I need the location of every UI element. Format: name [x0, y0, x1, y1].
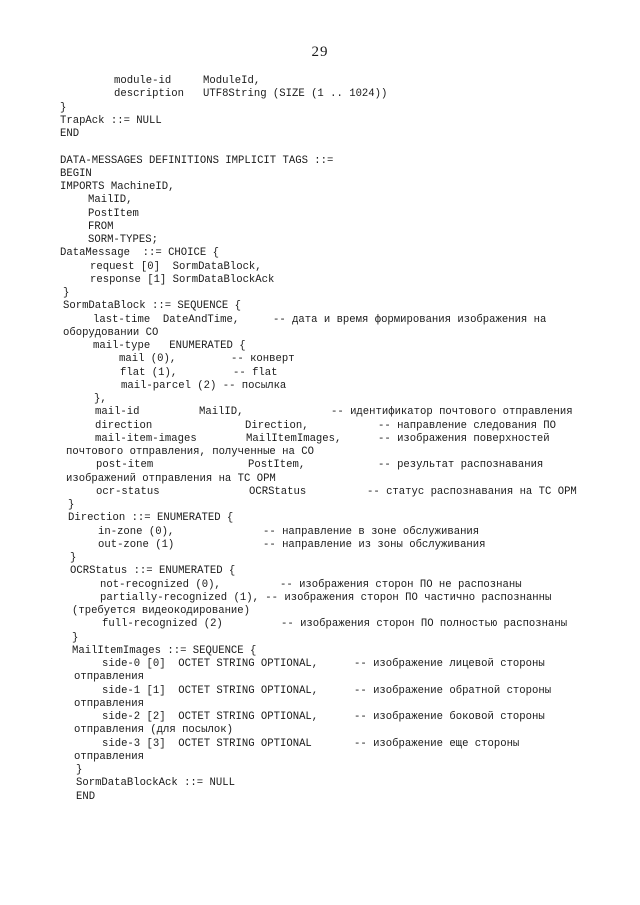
code-text: } [70, 552, 77, 564]
code-line [58, 526, 618, 539]
code-comment: -- результат распознавания [378, 459, 544, 472]
code-line [58, 698, 618, 711]
code-line [58, 592, 618, 605]
code-line [58, 777, 618, 790]
code-text: module-id ModuleId, [114, 75, 261, 87]
code-text: flat (1), [120, 366, 178, 379]
code-line [58, 300, 618, 313]
code-text: OCRStatus ::= ENUMERATED { [70, 565, 236, 578]
code-line [58, 473, 618, 486]
code-text: ocr-status [96, 485, 160, 498]
code-comment: -- дата и время формирования изображения на [273, 313, 547, 326]
code-text: in-zone (0), [98, 525, 175, 538]
code-line [58, 367, 618, 380]
page-number: 29 [311, 44, 329, 60]
code-text: } [63, 287, 70, 299]
code-line [58, 512, 618, 525]
code-text: } [76, 764, 83, 776]
code-line [58, 115, 618, 128]
code-text: } [60, 101, 67, 114]
code-line [58, 791, 618, 804]
code-text: not-recognized (0), [100, 578, 221, 591]
code-text: отправления [74, 697, 144, 710]
code-text: last-time DateAndTime, [93, 313, 240, 326]
code-line [58, 671, 618, 684]
code-comment: -- направление в зоне обслуживания [263, 525, 480, 538]
code-line [58, 459, 618, 472]
code-line [58, 88, 618, 101]
code-text: } [68, 499, 75, 511]
code-text: BEGIN [60, 167, 92, 180]
code-text: post-item [96, 459, 154, 472]
code-line [58, 247, 618, 260]
code-line [58, 102, 618, 115]
code-line [58, 314, 618, 327]
code-line [58, 645, 618, 658]
code-line [58, 711, 618, 724]
code-text: отправления [74, 671, 144, 684]
code-text: DATA-MESSAGES DEFINITIONS IMPLICIT TAGS ::= [60, 154, 334, 167]
code-line [58, 261, 618, 274]
code-comment: PostItem, [248, 459, 306, 472]
code-text: full-recognized (2) [102, 618, 223, 631]
code-text: отправления [74, 750, 144, 763]
code-line [58, 194, 618, 207]
code-text: mail-type ENUMERATED { [93, 340, 246, 352]
code-text: SormDataBlockAck ::= NULL [76, 777, 235, 790]
code-comment: OCRStatus [249, 485, 307, 498]
code-text: MailID, [88, 194, 133, 207]
code-line [58, 632, 618, 645]
code-text: отправления (для посылок) [74, 724, 233, 737]
code-comment: -- изображение обратной стороны [354, 684, 552, 697]
code-text: mail-item-images [95, 432, 197, 445]
code-line [58, 618, 618, 631]
code-comment: -- изображение лицевой стороны [354, 658, 545, 670]
code-line [58, 141, 618, 154]
code-line [58, 420, 618, 433]
code-line [58, 605, 618, 618]
code-text: SORM-TYPES; [88, 234, 158, 246]
asn1-code-listing [58, 75, 618, 804]
code-comment: -- изображение боковой стороны [354, 711, 545, 723]
code-text: } [72, 631, 79, 644]
code-line [58, 155, 618, 168]
code-text: END [76, 790, 96, 803]
code-text: mail-id [95, 406, 140, 419]
code-line [58, 75, 618, 88]
code-line [58, 406, 618, 419]
code-line [58, 499, 618, 512]
code-text: изображений отправления на ТС ОРМ [66, 472, 276, 485]
code-line [58, 751, 618, 764]
code-text: почтового отправления, полученные на СО [66, 446, 314, 458]
code-line [58, 327, 618, 340]
code-text: mail-parcel (2) -- посылка [121, 379, 287, 392]
code-line [58, 565, 618, 578]
code-comment: Direction, [245, 419, 309, 432]
code-comment: -- направление следования ПО [378, 419, 557, 432]
code-comment: MailItemImages, [246, 432, 342, 445]
code-line [58, 658, 618, 671]
code-text: side-1 [1] OCTET STRING OPTIONAL, [102, 684, 319, 697]
code-text: PostItem [88, 207, 139, 220]
code-text: FROM [88, 220, 114, 233]
code-comment: -- статус распознавания на ТС ОРМ [367, 485, 577, 498]
code-line [58, 539, 618, 552]
code-comment: -- конверт [231, 353, 295, 366]
code-line [58, 764, 618, 777]
code-comment: -- изображения поверхностей [378, 432, 550, 445]
code-text: side-0 [0] OCTET STRING OPTIONAL, [102, 658, 319, 670]
code-line [58, 579, 618, 592]
code-line [58, 234, 618, 247]
code-line [58, 486, 618, 499]
code-line [58, 353, 618, 366]
code-text: description UTF8String (SIZE (1 .. 1024)) [114, 88, 388, 101]
code-line [58, 433, 618, 446]
code-text: END [60, 128, 80, 140]
code-text: DataMessage ::= CHOICE { [60, 247, 219, 260]
code-line [58, 393, 618, 406]
code-comment: -- изображения сторон ПО не распознаны [280, 578, 522, 591]
code-line [58, 181, 618, 194]
code-comment: -- идентификатор почтового отправления [331, 406, 573, 419]
code-text: }, [94, 393, 107, 405]
code-text: IMPORTS MachineID, [60, 181, 175, 193]
code-text: side-2 [2] OCTET STRING OPTIONAL, [102, 711, 319, 723]
code-text: response [1] SormDataBlockAck [90, 273, 275, 286]
code-text: Direction ::= ENUMERATED { [68, 512, 234, 525]
code-comment: MailID, [199, 406, 244, 419]
code-text: (требуется видеокодирование) [72, 605, 251, 617]
code-text: side-3 [3] OCTET STRING OPTIONAL [102, 737, 312, 750]
code-line [58, 685, 618, 698]
code-comment: -- направление из зоны обслуживания [263, 538, 486, 551]
code-text: direction [95, 419, 153, 432]
code-comment: -- изображение еще стороны [354, 737, 520, 750]
code-line [58, 128, 618, 141]
code-text: оборудовании СО [63, 326, 159, 339]
code-line [58, 221, 618, 234]
code-line [58, 446, 618, 459]
code-comment: -- flat [233, 366, 278, 379]
code-text: MailItemImages ::= SEQUENCE { [72, 644, 257, 657]
code-comment: -- изображения сторон ПО полностью распознаны [281, 618, 568, 631]
code-text: TrapAck ::= NULL [60, 114, 162, 127]
code-line [58, 552, 618, 565]
code-text: partially-recognized (1), -- изображения сторон ПО частично распознанны [100, 591, 552, 604]
code-line [58, 208, 618, 221]
code-line [58, 287, 618, 300]
code-text: SormDataBlock ::= SEQUENCE { [63, 300, 242, 313]
code-text: out-zone (1) [98, 538, 175, 551]
code-text: mail (0), [119, 353, 177, 366]
code-text: request [0] SormDataBlock, [90, 260, 262, 273]
code-line [58, 738, 618, 751]
code-line [58, 380, 618, 393]
code-line [58, 340, 618, 353]
code-line [58, 274, 618, 287]
code-line [58, 168, 618, 181]
code-line [58, 724, 618, 737]
